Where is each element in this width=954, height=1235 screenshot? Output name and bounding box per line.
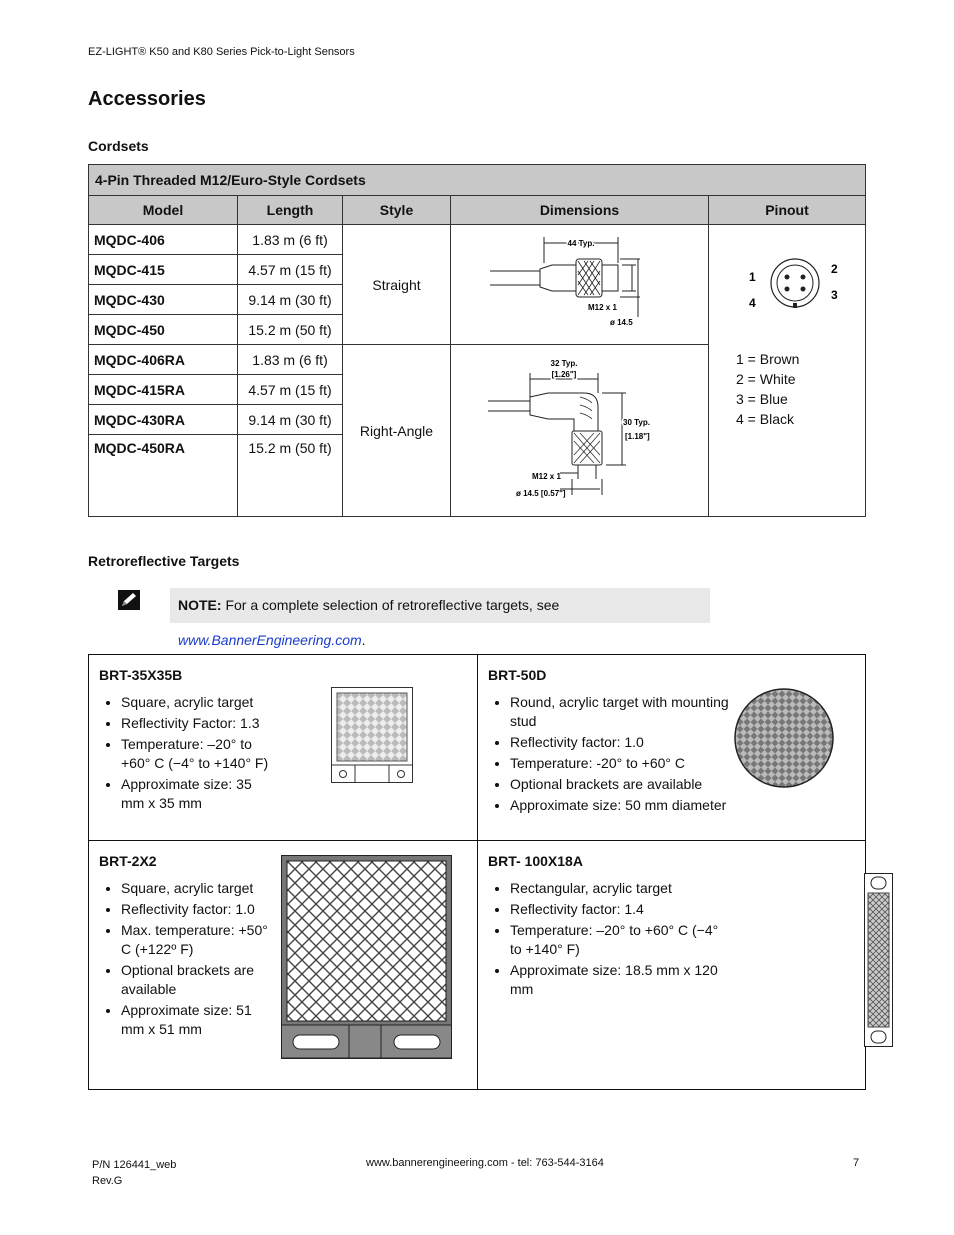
list-item: • Optional brackets are available	[121, 961, 271, 999]
pin-number: 4	[749, 296, 756, 310]
list-item: • Temperature: –20° to +60° C (−4° to +140° F)	[121, 735, 271, 773]
length-cell: 4.57 m (15 ft)	[238, 375, 343, 405]
note-pencil-icon	[118, 590, 140, 610]
revision: Rev.G	[92, 1175, 123, 1187]
list-item: • Reflectivity factor: 1.4	[510, 900, 730, 919]
col-header: Dimensions	[451, 196, 709, 225]
length-cell: 15.2 m (50 ft)	[238, 435, 343, 517]
note-text: For a complete selection of retroreflective targets, see	[225, 597, 560, 613]
targets-grid	[88, 654, 866, 1090]
list-item: • Approximate size: 18.5 mm x 120 mm	[510, 961, 730, 999]
list-item: • Rectangular, acrylic target	[510, 879, 730, 898]
target-name: BRT-35X35B	[99, 667, 183, 683]
part-number: P/N 126441_web	[92, 1159, 177, 1171]
list-item: • Square, acrylic target	[121, 879, 271, 898]
dim-label: M12 x 1	[531, 472, 561, 481]
brt-2x2-image	[281, 855, 452, 1059]
list-item: • Reflectivity factor: 1.0	[510, 733, 730, 752]
model-cell: MQDC-450	[89, 315, 238, 345]
model-cell: MQDC-406	[89, 225, 238, 255]
list-item: • Reflectivity factor: 1.0	[121, 900, 271, 919]
table-title: 4-Pin Threaded M12/Euro-Style Cordsets	[89, 165, 866, 196]
list-item: • Max. temperature: +50° C (+122º F)	[121, 921, 271, 959]
col-header: Length	[238, 196, 343, 225]
brt-100x18a-image	[864, 873, 894, 1047]
list-item: • Square, acrylic target	[121, 693, 271, 712]
dim-label: [1.26"]	[551, 370, 576, 379]
length-cell: 9.14 m (30 ft)	[238, 285, 343, 315]
pinout-diagram	[741, 247, 851, 327]
straight-dimension-drawing	[451, 225, 709, 345]
pinout-cell	[709, 225, 866, 517]
model-cell: MQDC-450RA	[89, 435, 238, 517]
running-header: EZ-LIGHT® K50 and K80 Series Pick-to-Light Sensors	[88, 46, 355, 58]
list-item: • Reflectivity Factor: 1.3	[121, 714, 271, 733]
list-item: • Optional brackets are available	[510, 775, 730, 794]
page-title: Accessories	[88, 88, 206, 110]
model-cell: MQDC-415	[89, 255, 238, 285]
length-cell: 4.57 m (15 ft)	[238, 255, 343, 285]
dim-label: 30 Typ.	[622, 418, 650, 427]
model-cell: MQDC-406RA	[89, 345, 238, 375]
list-item: • Approximate size: 51 mm x 51 mm	[121, 1001, 271, 1039]
length-cell: 9.14 m (30 ft)	[238, 405, 343, 435]
section-heading-retro: Retroreflective Targets	[88, 553, 240, 569]
banner-link[interactable]: www.BannerEngineering.com	[178, 632, 362, 648]
pinout-item: 2 = White	[736, 371, 796, 387]
pinout-item: 1 = Brown	[736, 351, 800, 367]
pinout-item: 3 = Blue	[736, 391, 788, 407]
target-card	[89, 655, 477, 840]
pin-number: 1	[749, 270, 756, 284]
section-heading-cordsets: Cordsets	[88, 138, 149, 154]
col-header: Model	[89, 196, 238, 225]
footer-contact: www.bannerengineering.com - tel: 763-544-3164	[366, 1157, 604, 1169]
list-item: • Temperature: -20° to +60° C	[510, 754, 730, 773]
table-row	[89, 225, 866, 255]
model-cell: MQDC-415RA	[89, 375, 238, 405]
target-name: BRT-2X2	[99, 853, 157, 869]
note-end: .	[361, 632, 366, 648]
list-item: • Approximate size: 50 mm diameter	[510, 796, 730, 815]
target-name: BRT-50D	[488, 667, 547, 683]
col-header: Style	[343, 196, 451, 225]
right-angle-dimension-drawing	[451, 345, 709, 517]
dim-label: 44 Typ.	[567, 239, 594, 248]
style-cell: Straight	[343, 225, 451, 345]
pin-number: 3	[831, 288, 838, 302]
target-name: BRT- 100X18A	[488, 853, 583, 869]
brt-50d-image	[733, 687, 835, 789]
dim-label: ø 14.5 [0.57"]	[515, 489, 566, 498]
list-item: • Round, acrylic target with mounting stud	[510, 693, 730, 731]
dim-label: [1.18"]	[624, 432, 650, 441]
pinout-item: 4 = Black	[736, 411, 794, 427]
list-item: • Approximate size: 35 mm x 35 mm	[121, 775, 271, 813]
style-cell: Right-Angle	[343, 345, 451, 517]
col-header: Pinout	[709, 196, 866, 225]
pin-number: 2	[831, 262, 838, 276]
dim-label: M12 x 1	[587, 303, 617, 312]
length-cell: 1.83 m (6 ft)	[238, 345, 343, 375]
page-number: 7	[853, 1157, 860, 1169]
target-card	[89, 841, 477, 1089]
target-card	[478, 841, 865, 1089]
model-cell: MQDC-430RA	[89, 405, 238, 435]
footer-left	[92, 1157, 176, 1189]
note-box	[170, 588, 710, 648]
brt-35x35b-image	[331, 687, 413, 783]
model-cell: MQDC-430	[89, 285, 238, 315]
list-item: • Temperature: –20° to +60° C (−4° to +140° F)	[510, 921, 730, 959]
target-card	[478, 655, 865, 840]
dim-label: ø 14.5	[609, 318, 633, 327]
cordsets-table	[88, 164, 866, 517]
dim-label: 32 Typ.	[550, 359, 577, 368]
note-label: NOTE:	[178, 597, 222, 613]
length-cell: 1.83 m (6 ft)	[238, 225, 343, 255]
length-cell: 15.2 m (50 ft)	[238, 315, 343, 345]
